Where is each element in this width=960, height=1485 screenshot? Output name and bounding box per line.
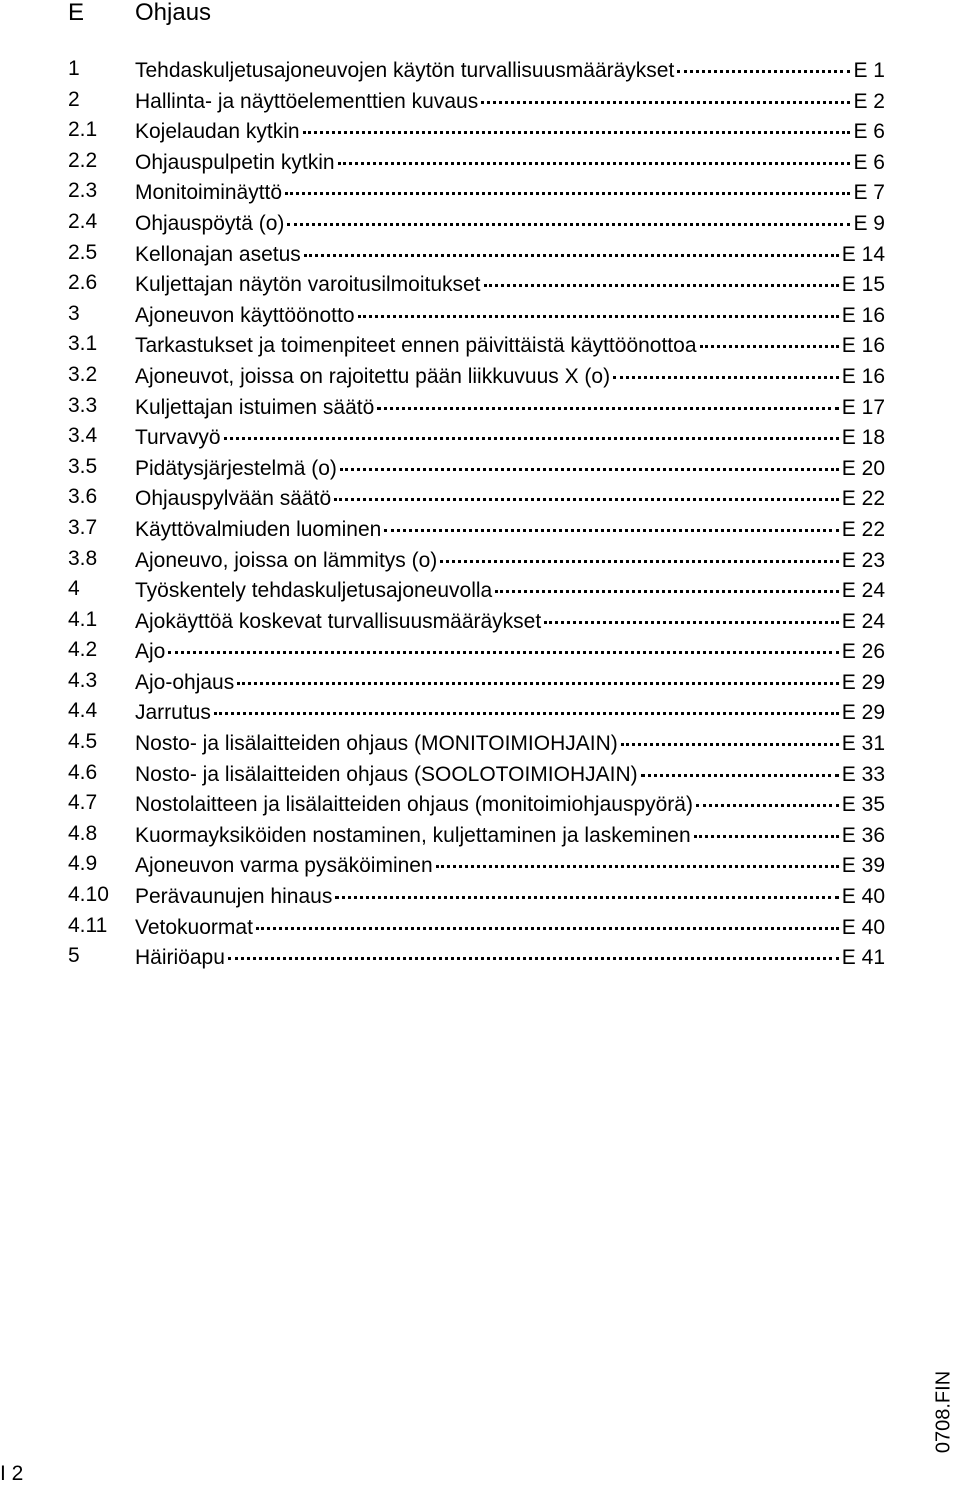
toc-section-number: 4.3	[68, 668, 98, 692]
toc-section-number: 3.6	[68, 485, 98, 509]
toc-section-title: Ohjauspulpetin kytkin	[135, 150, 335, 174]
toc-dot-leader	[303, 111, 851, 134]
toc-dot-leader	[621, 723, 839, 746]
toc-dot-leader	[168, 631, 838, 654]
toc-page-ref: E 16	[841, 364, 885, 388]
page-number: I 2	[0, 1462, 24, 1485]
toc-section-title: Käyttövalmiuden luominen	[135, 517, 382, 541]
toc-page-ref: E 24	[841, 579, 885, 603]
toc-section-title: Ajoneuvot, joissa on rajoitettu pään liikkuvuus X (o)	[135, 364, 611, 388]
toc-section-number: 3.5	[68, 454, 98, 478]
toc-section-title: Kellonajan asetus	[135, 242, 301, 266]
toc-dot-leader	[287, 203, 850, 226]
toc-page-ref: E 26	[841, 640, 885, 664]
toc-section-number: 2	[68, 87, 80, 111]
toc-section-title: Nostolaitteen ja lisälaitteiden ohjaus (monitoimiohjauspyörä)	[135, 793, 693, 817]
toc-dot-leader	[436, 845, 839, 868]
toc-dot-leader	[358, 295, 839, 318]
toc-dot-leader	[613, 356, 839, 379]
toc-section-number: 4.4	[68, 699, 98, 723]
toc-dot-leader	[484, 264, 839, 287]
toc-page-ref: E 23	[841, 548, 885, 572]
toc-dot-leader	[304, 234, 839, 257]
toc-page-ref: E 1	[853, 59, 885, 82]
table-of-contents	[0, 54, 960, 972]
toc-dot-leader	[334, 478, 839, 501]
toc-page-ref: E 2	[853, 89, 885, 113]
toc-section-number: 4.10	[68, 883, 109, 907]
toc-section-title: Ajokäyttöä koskevat turvallisuusmääräykset	[135, 609, 542, 633]
toc-section-number: 5	[68, 944, 80, 968]
toc-section-title: Nosto- ja lisälaitteiden ohjaus (MONITOIMIOHJAIN)	[135, 732, 618, 756]
toc-section-title: Kojelaudan kytkin	[135, 120, 300, 144]
toc-section-title: Tarkastukset ja toimenpiteet ennen päivittäistä käyttöönottoa	[135, 334, 697, 358]
toc-section-number: 2.6	[68, 271, 98, 295]
toc-section-title: Ohjauspöytä (o)	[135, 211, 285, 235]
toc-dot-leader	[285, 172, 850, 195]
toc-section-title: Ajoneuvon käyttöönotto	[135, 303, 355, 327]
toc-dot-leader	[340, 448, 839, 471]
toc-section-number: 3.1	[68, 332, 98, 356]
toc-dot-leader	[694, 815, 839, 838]
toc-section-title: Nosto- ja lisälaitteiden ohjaus (SOOLOTOIMIOHJAIN)	[135, 762, 638, 786]
toc-dot-leader	[224, 417, 839, 440]
toc-section-title: Ohjauspylvään säätö	[135, 487, 332, 511]
chapter-letter: E	[68, 0, 85, 26]
toc-section-number: 3.3	[68, 393, 98, 417]
toc-section-title: Kuormayksiköiden nostaminen, kuljettaminen ja laskeminen	[135, 823, 691, 847]
toc-dot-leader	[338, 142, 851, 165]
toc-dot-leader	[237, 662, 839, 685]
toc-page-ref: E 22	[841, 517, 885, 541]
toc-section-number: 2.2	[68, 148, 98, 172]
toc-page-ref: E 7	[853, 181, 885, 205]
toc-dot-leader	[228, 937, 839, 960]
toc-section-number: 4	[68, 577, 80, 601]
toc-section-title: Ajo-ohjaus	[135, 670, 235, 694]
toc-page-ref: E 6	[853, 120, 885, 144]
document-code: 0708.FIN	[932, 1370, 955, 1454]
toc-section-title: Tehdaskuljetusajoneuvojen käytön turvallisuusmääräykset	[135, 59, 675, 82]
toc-section-title: Työskentely tehdaskuljetusajoneuvolla	[135, 579, 493, 603]
toc-section-title: Pidätysjärjestelmä (o)	[135, 456, 337, 480]
toc-section-title: Monitoiminäyttö	[135, 181, 283, 205]
toc-section-number: 3	[68, 301, 80, 325]
toc-section-number: 1	[68, 57, 80, 80]
toc-dot-leader	[384, 509, 838, 532]
toc-page-ref: E 40	[841, 885, 885, 909]
toc-dot-leader	[377, 387, 838, 410]
toc-page-ref: E 29	[841, 670, 885, 694]
toc-section-number: 4.5	[68, 730, 98, 754]
toc-dot-leader	[641, 754, 839, 777]
toc-dot-leader	[481, 81, 850, 104]
toc-page-ref: E 31	[841, 732, 885, 756]
toc-page-ref: E 24	[841, 609, 885, 633]
toc-page-ref: E 16	[841, 303, 885, 327]
toc-section-title: Hallinta- ja näyttöelementtien kuvaus	[135, 89, 479, 113]
toc-section-number: 4.8	[68, 821, 98, 845]
toc-page-ref: E 17	[841, 395, 885, 419]
toc-section-number: 4.9	[68, 852, 98, 876]
toc-page-ref: E 6	[853, 150, 885, 174]
toc-section-number: 3.8	[68, 546, 98, 570]
toc-section-title: Perävaunujen hinaus	[135, 885, 333, 909]
toc-section-title: Vetokuormat	[135, 915, 253, 939]
toc-page-ref: E 40	[841, 915, 885, 939]
toc-dot-leader	[700, 325, 839, 348]
toc-section-title: Ajo	[135, 640, 166, 664]
toc-page-ref: E 36	[841, 823, 885, 847]
toc-dot-leader	[335, 876, 838, 899]
toc-section-number: 2.4	[68, 209, 98, 233]
toc-section-number: 2.1	[68, 118, 98, 142]
toc-entry	[135, 941, 885, 973]
toc-section-title: Turvavyö	[135, 426, 221, 450]
toc-section-title: Ajoneuvo, joissa on lämmitys (o)	[135, 548, 438, 572]
toc-page-ref: E 22	[841, 487, 885, 511]
toc-section-number: 4.7	[68, 791, 98, 815]
toc-page-ref: E 20	[841, 456, 885, 480]
toc-section-title: Jarrutus	[135, 701, 211, 725]
toc-dot-leader	[440, 540, 839, 563]
toc-dot-leader	[544, 601, 839, 624]
toc-dot-leader	[495, 570, 839, 593]
chapter-heading	[0, 0, 960, 30]
toc-section-number: 4.2	[68, 638, 98, 662]
toc-page-ref: E 16	[841, 334, 885, 358]
toc-page-ref: E 35	[841, 793, 885, 817]
toc-section-number: 2.5	[68, 240, 98, 264]
toc-page-ref: E 15	[841, 273, 885, 297]
chapter-title: Ohjaus	[135, 0, 212, 26]
toc-page-ref: E 14	[841, 242, 885, 266]
toc-page-ref: E 33	[841, 762, 885, 786]
toc-row[interactable]	[0, 941, 960, 972]
toc-page-ref: E 9	[853, 211, 885, 235]
toc-page-ref: E 29	[841, 701, 885, 725]
toc-section-number: 3.2	[68, 362, 98, 386]
toc-section-number: 3.7	[68, 515, 98, 539]
toc-page-ref: E 41	[841, 946, 885, 970]
toc-section-number: 2.3	[68, 179, 98, 203]
toc-dot-leader	[256, 907, 839, 930]
toc-section-number: 4.11	[68, 913, 108, 937]
toc-section-number: 4.6	[68, 760, 98, 784]
toc-page-ref: E 18	[841, 426, 885, 450]
toc-dot-leader	[677, 50, 850, 73]
toc-section-title: Häiriöapu	[135, 946, 225, 970]
toc-dot-leader	[696, 784, 839, 807]
toc-section-number: 4.1	[68, 607, 98, 631]
toc-page-ref: E 39	[841, 854, 885, 878]
toc-dot-leader	[214, 692, 839, 715]
toc-section-title: Kuljettajan näytön varoitusilmoitukset	[135, 273, 481, 297]
toc-section-title: Kuljettajan istuimen säätö	[135, 395, 375, 419]
toc-section-number: 3.4	[68, 424, 98, 448]
toc-section-title: Ajoneuvon varma pysäköiminen	[135, 854, 433, 878]
